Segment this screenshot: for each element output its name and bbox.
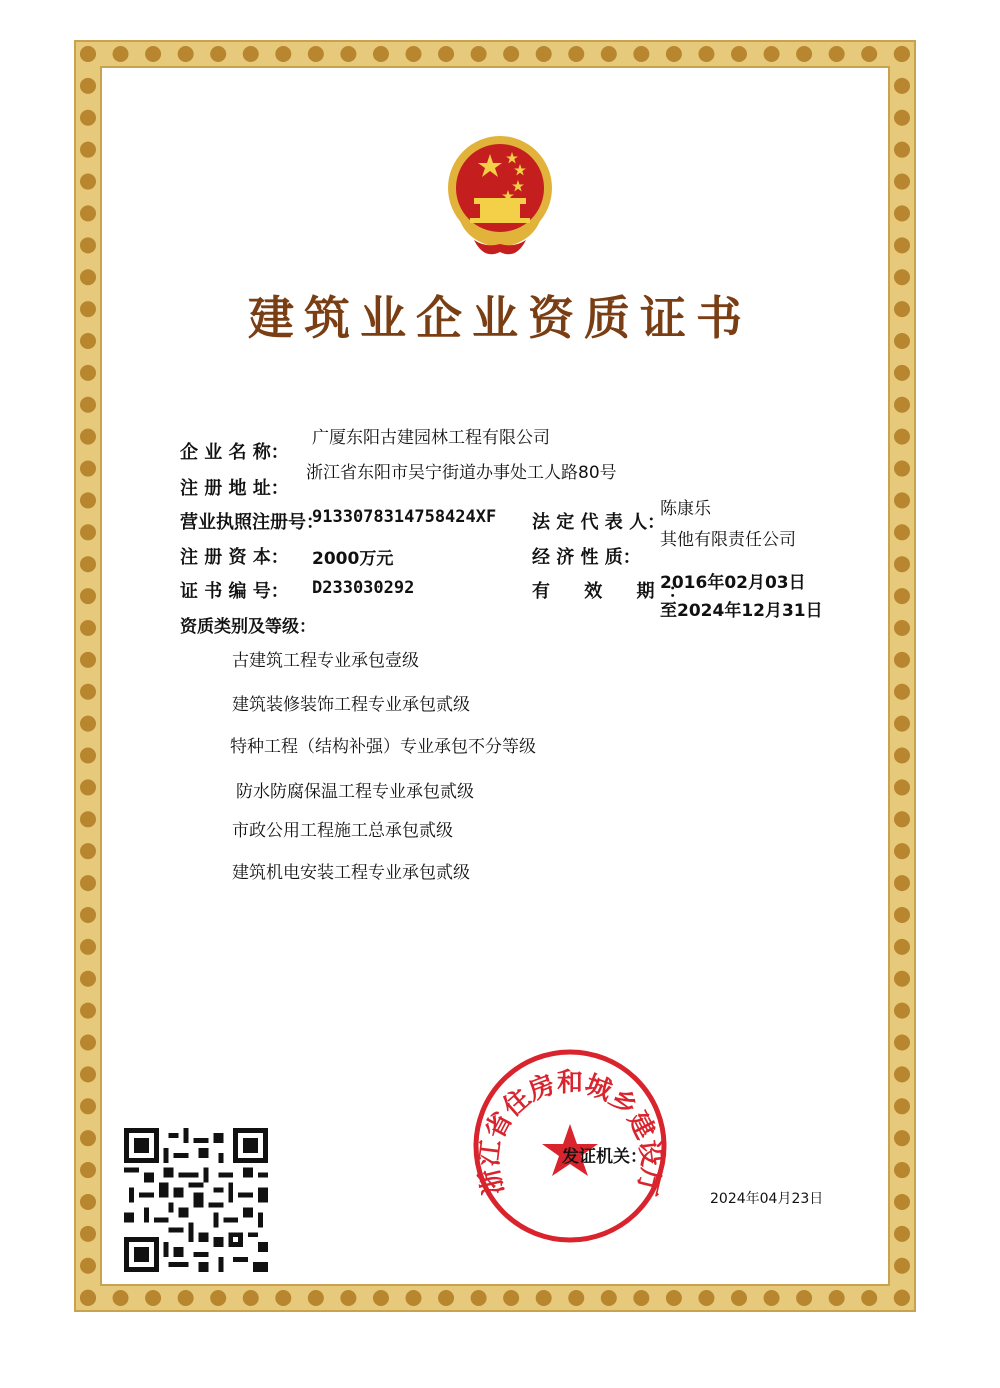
validity-from: 2016年02月03日 [660,573,806,593]
national-emblem-icon [444,132,556,260]
qr-code-icon [124,1128,268,1272]
qualification-item: 市政公用工程施工总承包贰级 [232,821,453,841]
legal-rep-value: 陈康乐 [660,499,711,519]
capital-value: 2000万元 [312,549,394,569]
certificate-title: 建筑业企业资质证书 [248,291,752,345]
capital-label: 注 册 资 本： [180,547,289,568]
issue-date: 2024年04月23日 [710,1191,824,1207]
qualification-item: 特种工程（结构补强）专业承包不分等级 [230,737,536,757]
seal-text: 浙江省住房和城乡建设厅 [474,1068,666,1199]
validity-to: 至2024年12月31日 [660,601,823,621]
economic-type-value: 其他有限责任公司 [660,530,796,550]
issuer-label: 发证机关： [562,1147,647,1167]
cert-no-label: 证 书 编 号： [180,581,289,602]
company-name-value: 广厦东阳古建园林工程有限公司 [312,428,550,448]
economic-type-label: 经 济 性 质： [532,547,641,568]
qualification-item: 防水防腐保温工程专业承包贰级 [236,782,474,802]
legal-rep-label: 法 定 代 表 人： [532,512,666,533]
qualification-item: 建筑机电安装工程专业承包贰级 [232,863,470,883]
address-value: 浙江省东阳市吴宁街道办事处工人路80号 [306,463,617,483]
address-label: 注 册 地 址： [180,478,289,499]
license-no-value: 9133078314758424XF [312,507,497,527]
company-name-label: 企 业 名 称： [180,442,289,463]
validity-label: 有 效 期： [532,581,701,602]
qualification-item: 建筑装修装饰工程专业承包贰级 [232,695,470,715]
qualification-item: 古建筑工程专业承包壹级 [232,651,419,671]
qualifications-label: 资质类别及等级： [180,617,316,637]
license-no-label: 营业执照注册号： [180,512,324,533]
cert-no-value: D233030292 [312,578,415,598]
